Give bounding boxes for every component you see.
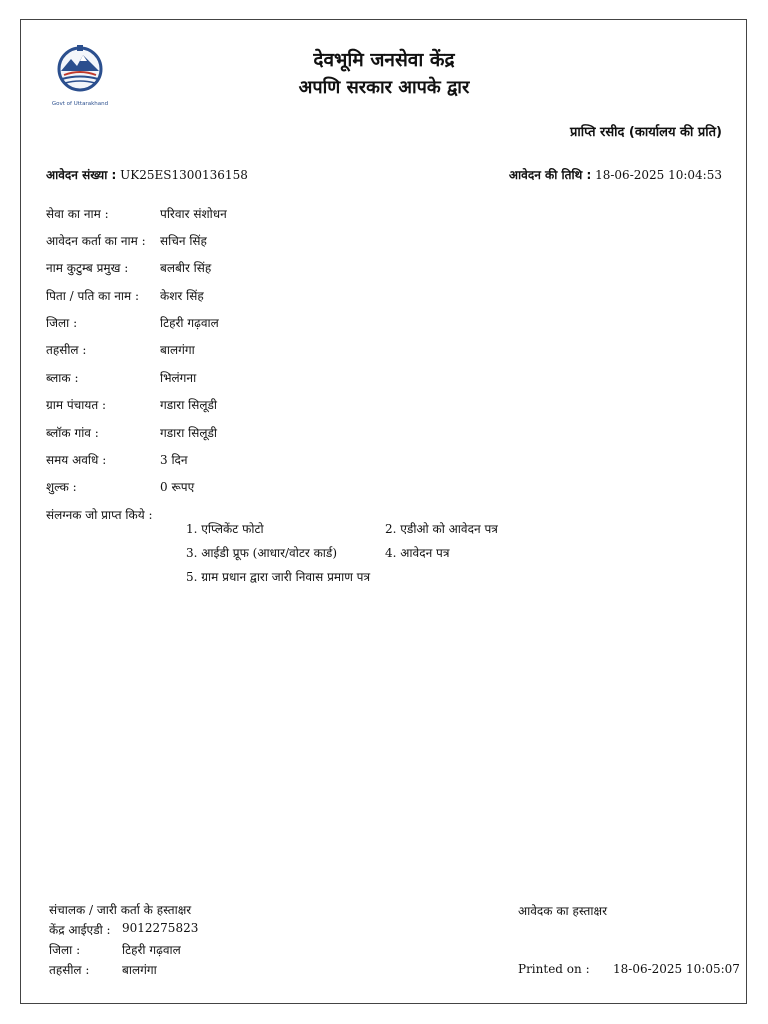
field-label-time-period: समय अवधि : — [46, 453, 107, 467]
footer-tehsil-label: तहसील : — [49, 963, 90, 977]
field-value-family-head: बलबीर सिंह — [160, 261, 212, 275]
field-label-gram-panchayat: ग्राम पंचायत : — [46, 398, 107, 412]
operator-signature-label: संचालक / जारी कर्ता के हस्ताक्षर — [49, 903, 192, 917]
center-subtitle: अपणि सरकार आपके द्वार — [298, 77, 470, 98]
printed-on-label: Printed on : — [518, 962, 590, 976]
application-number-label: आवेदन संख्या : — [46, 168, 117, 182]
field-label-district: जिला : — [46, 316, 78, 330]
receipt-title: प्राप्ति रसीद (कार्यालय की प्रति) — [569, 125, 722, 140]
field-label-applicant-name: आवेदन कर्ता का नाम : — [46, 234, 146, 248]
attachment-item: 5. ग्राम प्रधान द्वारा जारी निवास प्रमाण पत्र — [186, 570, 371, 584]
field-value-fee: 0 रूपए — [160, 480, 195, 494]
field-value-father-husband-name: केशर सिंह — [160, 289, 204, 303]
applicant-signature-label: आवेदक का हस्ताक्षर — [518, 904, 607, 918]
application-date-value: 18-06-2025 10:04:53 — [595, 168, 722, 182]
center-id-value: 9012275823 — [122, 921, 199, 935]
footer-tehsil-value: बालगंगा — [122, 963, 157, 977]
application-date-label: आवेदन की तिथि : — [508, 168, 592, 182]
field-value-block-village: गडारा सिलूडी — [160, 426, 217, 440]
field-label-block: ब्लाक : — [46, 371, 79, 385]
field-value-gram-panchayat: गडारा सिलूडी — [160, 398, 217, 412]
field-value-district: टिहरी गढ़वाल — [160, 316, 219, 330]
footer-district-value: टिहरी गढ़वाल — [122, 943, 181, 957]
field-label-service-name: सेवा का नाम : — [46, 207, 109, 221]
field-value-service-name: परिवार संशोधन — [160, 207, 227, 221]
attachment-item: 1. एप्लिकेंट फोटो — [186, 522, 264, 536]
printed-on-value: 18-06-2025 10:05:07 — [613, 962, 740, 976]
field-value-applicant-name: सचिन सिंह — [160, 234, 207, 248]
attachment-item: 4. आवेदन पत्र — [385, 546, 450, 560]
center-title: देवभूमि जनसेवा केंद्र — [313, 49, 455, 71]
field-value-block: भिलंगना — [160, 371, 197, 385]
field-label-fee: शुल्क : — [46, 480, 77, 494]
field-label-family-head: नाम कुटुम्ब प्रमुख : — [46, 261, 129, 275]
attachment-item: 2. एडीओ को आवेदन पत्र — [385, 522, 498, 536]
field-label-father-husband-name: पिता / पति का नाम : — [46, 289, 140, 303]
field-value-time-period: 3 दिन — [160, 453, 188, 467]
field-label-block-village: ब्लॉक गांव : — [46, 426, 99, 440]
application-number — [46, 166, 248, 183]
application-date — [509, 166, 722, 183]
application-number-value: UK25ES1300136158 — [120, 168, 248, 182]
attachment-item: 3. आईडी प्रूफ (आधार/वोटर कार्ड) — [186, 546, 338, 560]
field-value-tehsil: बालगंगा — [160, 343, 195, 357]
footer-district-label: जिला : — [49, 943, 81, 957]
field-label-tehsil: तहसील : — [46, 343, 87, 357]
attachments-label: संलग्नक जो प्राप्त किये : — [46, 508, 153, 522]
center-id-label: केंद्र आईएडी : — [49, 923, 111, 937]
logo-caption: Govt of Uttarakhand — [51, 101, 109, 107]
